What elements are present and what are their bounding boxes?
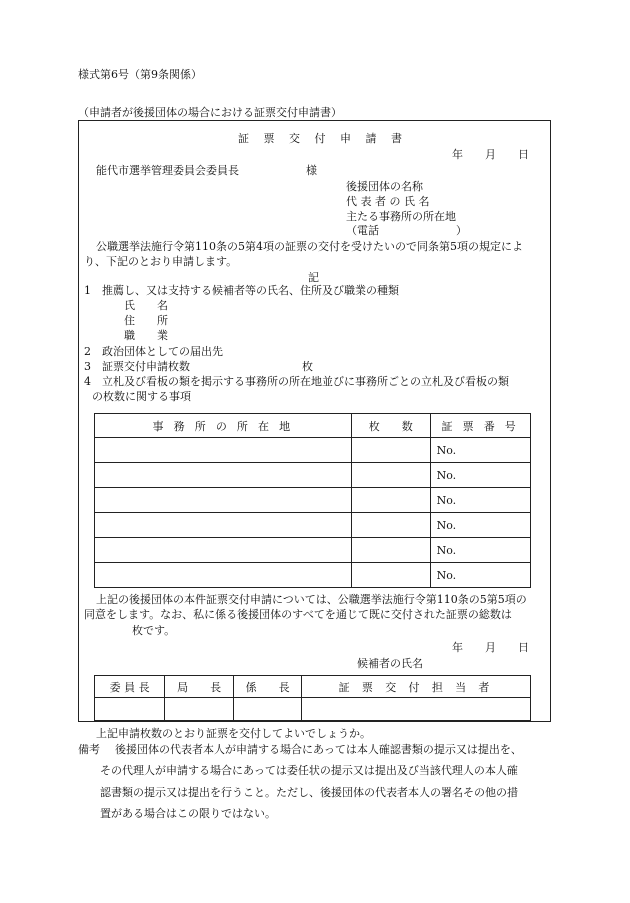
table-row (95, 463, 531, 488)
header-certificate-number: 証 票 番 号 (430, 414, 530, 438)
approval-table (94, 675, 531, 721)
approval-header-row (95, 676, 531, 698)
page-title: 証 票 交 付 申 請 書 (238, 132, 408, 145)
applicant-phone-label: （電話 ） (346, 224, 467, 237)
table-row (95, 563, 531, 588)
addressee-suffix: 様 (306, 164, 317, 177)
remarks-line-2: その代理人が申請する場合にあっては委任状の提示又は提出及び当該代理人の本人確 (100, 764, 518, 777)
remarks-label: 備考 (78, 743, 100, 756)
office-address-cell[interactable] (95, 463, 352, 488)
remarks-line-3: 認書類の提示又は提出を行うこと。ただし、後援団体の代表者本人の署名その他の措 (100, 786, 518, 799)
form-subtitle: （申請者が後援団体の場合における証票交付申請書） (78, 106, 342, 119)
count-cell[interactable] (351, 513, 430, 538)
header-office-address: 事 務 所 の 所 在 地 (95, 414, 352, 438)
item-1-address: 住 所 (124, 314, 168, 327)
applicant-rep-label: 代 表 者 の 氏 名 (346, 195, 430, 208)
count-cell[interactable] (351, 563, 430, 588)
count-cell[interactable] (351, 538, 430, 563)
office-table (94, 413, 531, 588)
table-row (95, 438, 531, 463)
table-row (95, 538, 531, 563)
candidate-name-label: 候補者の氏名 (357, 657, 423, 670)
item-1-job: 職 業 (124, 329, 168, 342)
applicant-office-label: 主たる事務所の所在地 (346, 210, 456, 223)
count-cell[interactable] (351, 438, 430, 463)
certificate-number-cell[interactable]: No. (430, 538, 530, 563)
remarks-line-4: 置がある場合はこの限りではない。 (100, 807, 276, 820)
intro-line-2: り、下記のとおり申請します。 (84, 255, 238, 268)
item-4-line-1: 4 立札及び看板の類を掲示する事務所の所在地並びに事務所ごとの立札及び看板の類 (84, 375, 509, 388)
certificate-number-cell[interactable]: No. (430, 463, 530, 488)
consent-line-2: 同意をします。なお、私に係る後援団体のすべてを通じて既に交付された証票の総数は (84, 608, 512, 621)
certificate-number-cell[interactable]: No. (430, 438, 530, 463)
count-cell[interactable] (351, 488, 430, 513)
office-table-header (95, 414, 531, 438)
item-2: 2 政治団体としての届出先 (84, 345, 223, 358)
stamp-cell-section-chief[interactable] (233, 698, 302, 721)
stamp-cell-issuance-officer[interactable] (302, 698, 531, 721)
item-1-name: 氏 名 (124, 299, 168, 312)
stamp-cell-bureau-chief[interactable] (165, 698, 234, 721)
item-3-unit: 枚 (302, 360, 313, 373)
count-cell[interactable] (351, 463, 430, 488)
header-section-chief: 係 長 (233, 676, 302, 698)
final-note: 上記申請枚数のとおり証票を交付してよいでしょうか。 (96, 727, 371, 740)
approval-stamp-row (95, 698, 531, 721)
item-4-line-2: の枚数に関する事項 (92, 390, 191, 403)
date-line: 年 月 日 (452, 148, 529, 161)
form-number: 様式第6号（第9条関係） (78, 68, 202, 81)
header-bureau-chief: 局 長 (165, 676, 234, 698)
addressee: 能代市選挙管理委員会委員長 (96, 164, 239, 177)
office-address-cell[interactable] (95, 513, 352, 538)
office-address-cell[interactable] (95, 538, 352, 563)
table-row (95, 513, 531, 538)
office-address-cell[interactable] (95, 438, 352, 463)
table-row (95, 488, 531, 513)
certificate-number-cell[interactable]: No. (430, 563, 530, 588)
remarks-line-1: 後援団体の代表者本人が申請する場合にあっては本人確認書類の提示又は提出を、 (115, 743, 522, 756)
applicant-name-label: 後援団体の名称 (346, 180, 423, 193)
consent-line-3: 枚です。 (132, 624, 176, 637)
ki-marker: 記 (308, 271, 319, 284)
certificate-number-cell[interactable]: No. (430, 513, 530, 538)
office-address-cell[interactable] (95, 563, 352, 588)
intro-line-1: 公職選挙法施行令第110条の5第4項の証票の交付を受けたいので同条第5項の規定によ (96, 240, 523, 253)
header-issuance-officer: 証 票 交 付 担 当 者 (302, 676, 531, 698)
certificate-number-cell[interactable]: No. (430, 488, 530, 513)
stamp-cell-chairman[interactable] (95, 698, 165, 721)
item-3: 3 証票交付申請枚数 (84, 360, 190, 373)
item-1: 1 推薦し、又は支持する候補者等の氏名、住所及び職業の種類 (84, 284, 399, 297)
date-line-2: 年 月 日 (452, 641, 529, 654)
header-count: 枚 数 (351, 414, 430, 438)
consent-line-1: 上記の後援団体の本件証票交付申請については、公職選挙法施行令第110条の5第5項の (96, 593, 527, 606)
header-chairman: 委 員 長 (95, 676, 165, 698)
office-address-cell[interactable] (95, 488, 352, 513)
